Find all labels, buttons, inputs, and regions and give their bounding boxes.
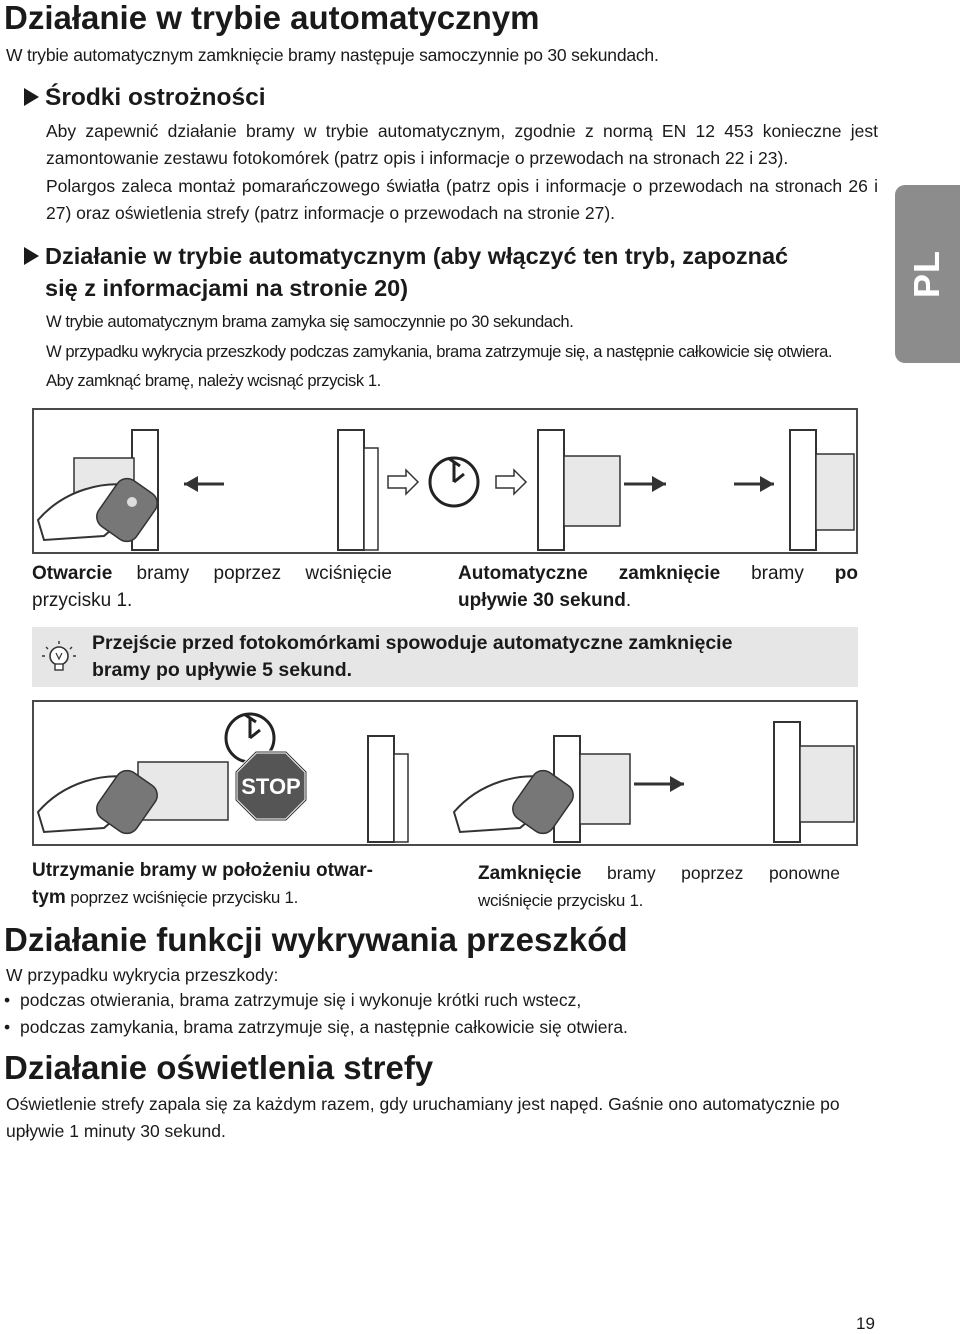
precautions-heading-text: Środki ostrożności: [45, 84, 266, 111]
figure-hold-close-illustration: [34, 702, 856, 844]
tip-box: [32, 627, 858, 687]
caption-close-line2: wciśnięcie przycisku 1.: [478, 891, 644, 910]
precautions-heading: [24, 82, 266, 114]
caption-close: [478, 860, 840, 914]
caption-hold: [32, 857, 452, 911]
precautions-text-2: Polargos zaleca montaż pomarańczowego światła (patrz opis i informacje o przewodach na stronach 26 i 27) oraz oświetlenia strefy (patrz informacje o przewodach na stronie 27).: [46, 176, 878, 223]
caption-hold-rest2: poprzez wciśnięcie przycisku 1.: [65, 888, 299, 907]
caption-open-line2: przycisku 1.: [32, 590, 133, 611]
caption-hold-bold2: tym: [32, 887, 66, 908]
automode-heading: [24, 240, 874, 304]
caption-hold-line1: Utrzymanie bramy w położeniu otwar-: [32, 860, 373, 881]
caption-auto-w1: Automatyczne: [458, 563, 588, 584]
caption-open: [32, 560, 392, 614]
section-title-auto-mode: Działanie w trybie automatycznym: [4, 0, 540, 36]
auto-mode-intro: W trybie automatycznym zamknięcie bramy następuje samoczynnie po 30 sekundach.: [6, 45, 659, 65]
caption-open-w4: wciśnięcie: [305, 563, 392, 584]
arrow-outline-icon: [496, 470, 526, 494]
language-tab-label: PL: [906, 249, 948, 299]
triangle-bullet-icon: [24, 88, 39, 106]
gate-closed-illustration: [538, 430, 854, 550]
obstacle-intro: W przypadku wykrycia przeszkody:: [6, 965, 279, 985]
gate-open-illustration: [368, 736, 408, 842]
automode-heading-line1: Działanie w trybie automatycznym (aby włączyć ten tryb, zapoznać: [45, 243, 789, 269]
caption-open-w1: Otwarcie: [32, 563, 113, 584]
page-number: 19: [856, 1314, 875, 1333]
caption-auto-line2-end: .: [625, 590, 632, 611]
obstacle-bullet-1: • podczas otwierania, brama zatrzymuje się i wykonuje krótki ruch wstecz,: [4, 987, 884, 1014]
figure-panel-hold-close: [32, 700, 858, 846]
triangle-bullet-icon: [24, 247, 39, 265]
section-title-lighting: Działanie oświetlenia strefy: [4, 1049, 434, 1086]
automode-line-3: Aby zamknąć bramę, należy wcisnąć przycisk 1.: [46, 371, 381, 390]
caption-open-w3: poprzez: [213, 563, 282, 584]
lighting-text: Oświetlenie strefy zapala się za każdym razem, gdy uruchamiany jest napęd. Gaśnie ono automatycznie po upływie 1 minuty 30 sekund.: [6, 1094, 840, 1141]
caption-auto-line2: upływie 30 sekund: [458, 590, 626, 611]
automode-line-1: W trybie automatycznym brama zamyka się samoczynnie po 30 sekundach.: [46, 312, 574, 331]
stop-sign-icon: [236, 752, 306, 820]
caption-close-w4: ponowne: [768, 863, 840, 883]
caption-auto-w4: po: [834, 563, 858, 584]
tip-line-2: bramy po upływie 5 sekund.: [92, 659, 353, 681]
automode-line-2: W przypadku wykrycia przeszkody podczas zamykania, brama zatrzymuje się, a następnie całkowicie się otwiera.: [46, 342, 833, 361]
gate-closing-illustration: [338, 430, 418, 550]
caption-auto-w2: zamknięcie: [618, 563, 721, 584]
caption-open-w2: bramy: [136, 563, 190, 584]
section-title-obstacle: Działanie funkcji wykrywania przeszkód: [4, 921, 628, 958]
stop-sign-label: STOP: [241, 774, 301, 799]
precautions-text-1: Aby zapewnić działanie bramy w trybie automatycznym, zgodnie z normą EN 12 453 konieczne jest zamontowanie zestawu fotokomórek (patrz opis i informacje o przewodach na stronach 22 i 23).: [46, 121, 878, 168]
gate-closing-illustration: [454, 722, 854, 842]
caption-close-w1: Zamknięcie: [478, 863, 582, 884]
obstacle-bullet-2: • podczas zamykania, brama zatrzymuje się, a następnie całkowicie się otwiera.: [4, 1014, 884, 1041]
clock-icon: [430, 458, 478, 506]
caption-auto-w3: bramy: [751, 563, 804, 584]
gate-hold-illustration: [38, 762, 228, 838]
figure-panel-auto-close: [32, 408, 858, 554]
caption-auto-close: [458, 560, 858, 614]
figure-auto-close-illustration: [34, 410, 856, 552]
language-tab: [895, 185, 960, 363]
lightbulb-icon: [38, 637, 80, 679]
caption-close-w3: poprzez: [681, 863, 744, 883]
tip-line-1: Przejście przed fotokomórkami spowoduje automatyczne zamknięcie: [92, 632, 733, 654]
automode-heading-line2: się z informacjami na stronie 20): [45, 275, 409, 301]
obstacle-bullets: [4, 987, 884, 1041]
caption-close-w2: bramy: [607, 863, 656, 883]
